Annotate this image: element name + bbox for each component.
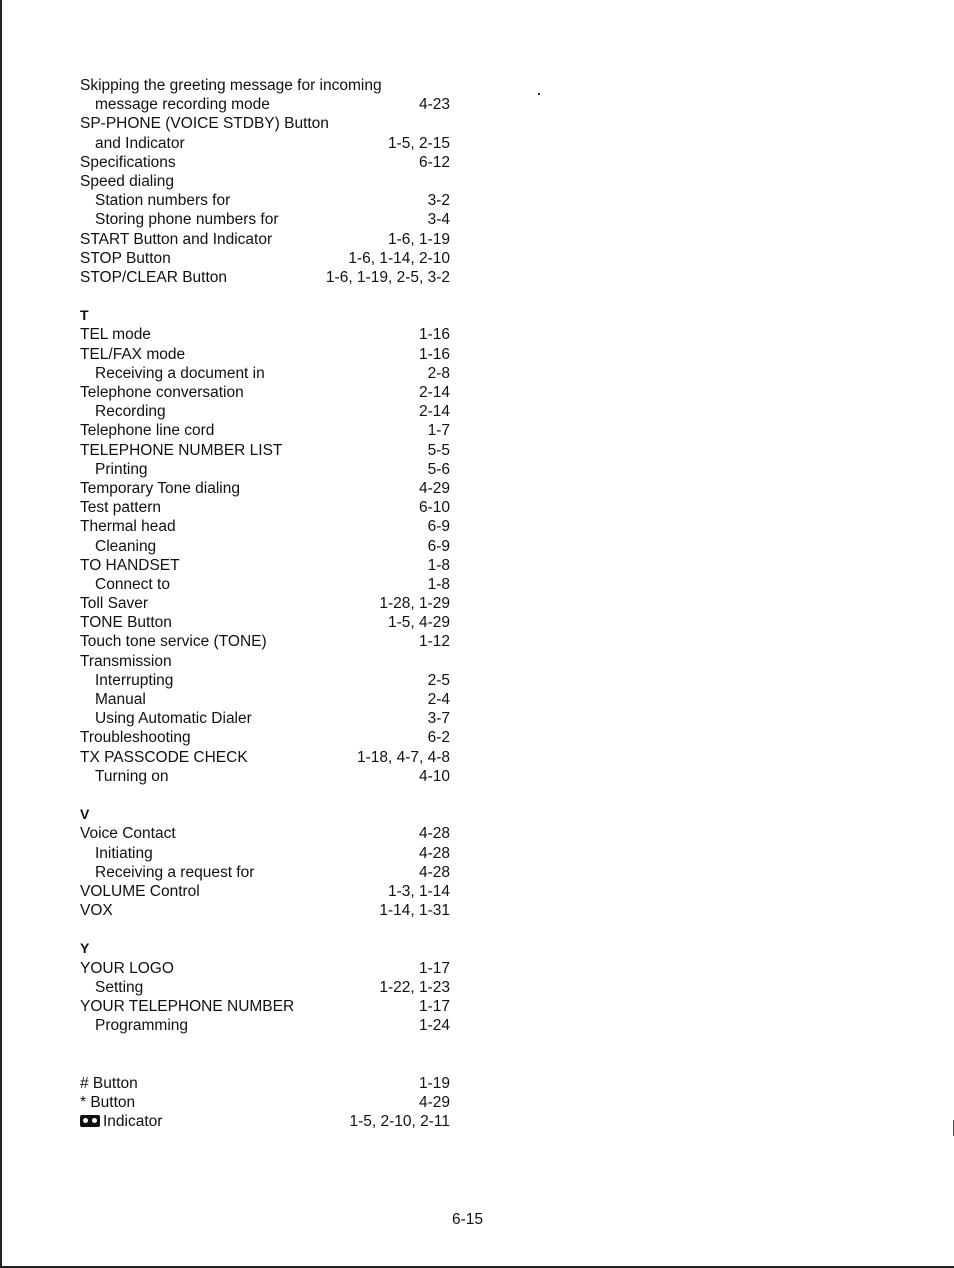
entry-pages: 3-4 [427, 211, 450, 229]
index-subentry [80, 575, 452, 594]
section-letter: V [80, 806, 90, 823]
entry-pages: 4-29 [418, 1093, 450, 1111]
entry-label: VOX [80, 902, 113, 920]
entry-pages: 1-24 [418, 1017, 450, 1035]
entry-pages: 1-16 [418, 345, 450, 363]
index-entry [80, 230, 452, 249]
section-gap [80, 920, 452, 939]
entry-label-wrap [80, 1093, 135, 1112]
entry-pages: 1-7 [427, 422, 450, 440]
entry-label-wrap [80, 1074, 138, 1093]
entry-pages: 2-8 [427, 364, 450, 382]
entry-pages: 6-9 [427, 537, 450, 555]
index-entry [80, 441, 452, 460]
index-subentry [80, 978, 452, 997]
entry-pages: 6-9 [427, 518, 450, 536]
entry-label: TONE Button [80, 614, 172, 632]
section-gap [80, 287, 452, 306]
entry-label: * Button [80, 1093, 136, 1111]
entry-pages: 1-8 [427, 575, 450, 593]
entry-label: Printing [95, 460, 148, 478]
index-list [80, 76, 452, 1131]
entry-label: SP-PHONE (VOICE STDBY) Button [80, 115, 329, 133]
entry-pages: 1-5, 2-10, 2-11 [349, 1113, 450, 1131]
index-entry [80, 556, 452, 575]
entry-pages: 1-18, 4-7, 4-8 [356, 748, 450, 766]
symbol-entry [80, 1112, 452, 1131]
index-entry [80, 153, 452, 172]
entry-label: Using Automatic Dialer [95, 710, 252, 728]
index-entry [80, 613, 452, 632]
index-subentry [80, 95, 452, 114]
entry-pages: 1-19 [418, 1074, 450, 1092]
entry-pages: 3-7 [427, 710, 450, 728]
entry-pages: 1-14, 1-31 [379, 902, 450, 920]
entry-label: Toll Saver [80, 595, 149, 613]
entry-pages: 2-14 [418, 403, 450, 421]
index-subentry [80, 460, 452, 479]
index-subentry [80, 1016, 452, 1035]
entry-label: Specifications [80, 153, 176, 171]
entry-label: Troubleshooting [80, 729, 191, 747]
entry-label: Temporary Tone dialing [80, 479, 240, 497]
index-entry [80, 594, 452, 613]
index-subentry [80, 844, 452, 863]
index-entry [80, 249, 452, 268]
entry-label: TELEPHONE NUMBER LIST [80, 441, 283, 459]
entry-pages: 1-3, 1-14 [387, 882, 450, 900]
entry-pages: 4-28 [418, 825, 450, 843]
entry-pages: 1-6, 1-14, 2-10 [348, 249, 450, 267]
index-entry [80, 479, 452, 498]
entry-label: Telephone line cord [80, 422, 215, 440]
index-subentry [80, 709, 452, 728]
entry-pages: 1-8 [427, 556, 450, 574]
entry-pages: 1-28, 1-29 [379, 595, 450, 613]
entry-label: YOUR LOGO [80, 959, 174, 977]
index-entry [80, 421, 452, 440]
entry-pages: 1-12 [418, 633, 450, 651]
entry-label: Test pattern [80, 499, 161, 517]
entry-label: Indicator [103, 1113, 163, 1131]
entry-label: YOUR TELEPHONE NUMBER [80, 998, 295, 1015]
index-entry [80, 748, 452, 767]
entry-label: START Button and Indicator [80, 230, 273, 248]
entry-pages: 5-5 [427, 441, 450, 459]
entry-label: VOLUME Control [80, 882, 200, 900]
index-entry [80, 728, 452, 747]
entry-label: Transmission [80, 652, 172, 670]
entry-label: Connect to [95, 575, 170, 593]
entry-pages: 1-6, 1-19, 2-5, 3-2 [325, 268, 450, 286]
section-gap [80, 1035, 452, 1073]
index-entry [80, 959, 452, 978]
index-subentry [80, 537, 452, 556]
index-subentry [80, 402, 452, 421]
entry-label: message recording mode [95, 96, 270, 114]
entry-label: Turning on [95, 767, 169, 785]
entry-label: # Button [80, 1074, 138, 1092]
entry-label: Thermal head [80, 518, 176, 536]
index-entry [80, 652, 452, 671]
entry-label-wrap [80, 1112, 162, 1131]
entry-label: Cleaning [95, 537, 157, 555]
entry-pages: 1-5, 4-29 [387, 614, 450, 632]
index-entry [80, 997, 452, 1016]
entry-pages: 6-2 [427, 729, 450, 747]
entry-label: Recording [95, 403, 166, 421]
entry-label: Setting [95, 978, 144, 996]
index-subentry [80, 863, 452, 882]
index-entry [80, 882, 452, 901]
entry-label: Receiving a request for [95, 863, 255, 881]
entry-label: and Indicator [95, 134, 185, 152]
symbol-entry [80, 1074, 452, 1093]
symbol-entry [80, 1093, 452, 1112]
entry-pages: 1-5, 2-15 [387, 134, 450, 152]
index-entry [80, 268, 452, 287]
stray-dot [538, 93, 540, 95]
entry-pages: 4-28 [418, 844, 450, 862]
index-entry [80, 114, 452, 133]
entry-pages: 5-6 [427, 460, 450, 478]
index-entry [80, 172, 452, 191]
section-gap [80, 786, 452, 805]
index-subentry [80, 191, 452, 210]
entry-label: Interrupting [95, 671, 174, 689]
entry-label: Station numbers for [95, 192, 231, 210]
entry-pages: 2-4 [427, 691, 450, 708]
entry-pages: 1-17 [418, 998, 450, 1015]
index-entry [80, 824, 452, 843]
entry-label: Telephone conversation [80, 384, 244, 401]
index-subentry [80, 767, 452, 786]
entry-pages: 4-29 [418, 479, 450, 497]
entry-pages: 2-14 [418, 384, 450, 401]
page-number: 6-15 [452, 1211, 484, 1228]
entry-pages: 1-22, 1-23 [379, 978, 450, 996]
entry-label: STOP/CLEAR Button [80, 268, 228, 286]
cassette-tape-icon [80, 1115, 100, 1127]
index-entry [80, 517, 452, 536]
entry-label: Voice Contact [80, 825, 176, 843]
index-entry [80, 632, 452, 651]
section-letter: T [80, 307, 89, 324]
index-entry [80, 345, 452, 364]
entry-label: Storing phone numbers for [95, 211, 279, 229]
entry-pages: 6-12 [418, 153, 450, 171]
entry-label: TEL/FAX mode [80, 345, 186, 363]
entry-pages: 4-10 [418, 767, 450, 785]
entry-pages: 4-28 [418, 863, 450, 881]
entry-label: TEL mode [80, 326, 151, 344]
entry-label: TX PASSCODE CHECK [80, 748, 248, 766]
index-subentry [80, 671, 452, 690]
entry-pages: 2-5 [427, 671, 450, 689]
index-subentry [80, 210, 452, 229]
entry-label: Skipping the greeting message for incoming [80, 77, 382, 94]
entry-label: Receiving a document in [95, 364, 265, 382]
entry-label: Speed dialing [80, 172, 174, 190]
index-subentry [80, 690, 452, 709]
index-entry [80, 76, 452, 95]
entry-label: Touch tone service (TONE) [80, 633, 267, 651]
entry-pages: 6-10 [418, 499, 450, 517]
entry-label: Initiating [95, 844, 153, 862]
entry-pages: 3-2 [427, 192, 450, 210]
index-entry [80, 383, 452, 402]
entry-label: Programming [95, 1017, 189, 1035]
index-entry [80, 901, 452, 920]
entry-label: TO HANDSET [80, 556, 180, 574]
entry-label: Manual [95, 691, 146, 708]
entry-label: STOP Button [80, 249, 171, 267]
entry-pages: 1-6, 1-19 [387, 230, 450, 248]
index-entry [80, 498, 452, 517]
index-entry [80, 325, 452, 344]
section-letter: Y [80, 940, 90, 957]
index-subentry [80, 364, 452, 383]
entry-pages: 1-17 [418, 959, 450, 977]
index-subentry [80, 134, 452, 153]
entry-pages: 4-23 [418, 96, 450, 114]
entry-pages: 1-16 [418, 326, 450, 344]
